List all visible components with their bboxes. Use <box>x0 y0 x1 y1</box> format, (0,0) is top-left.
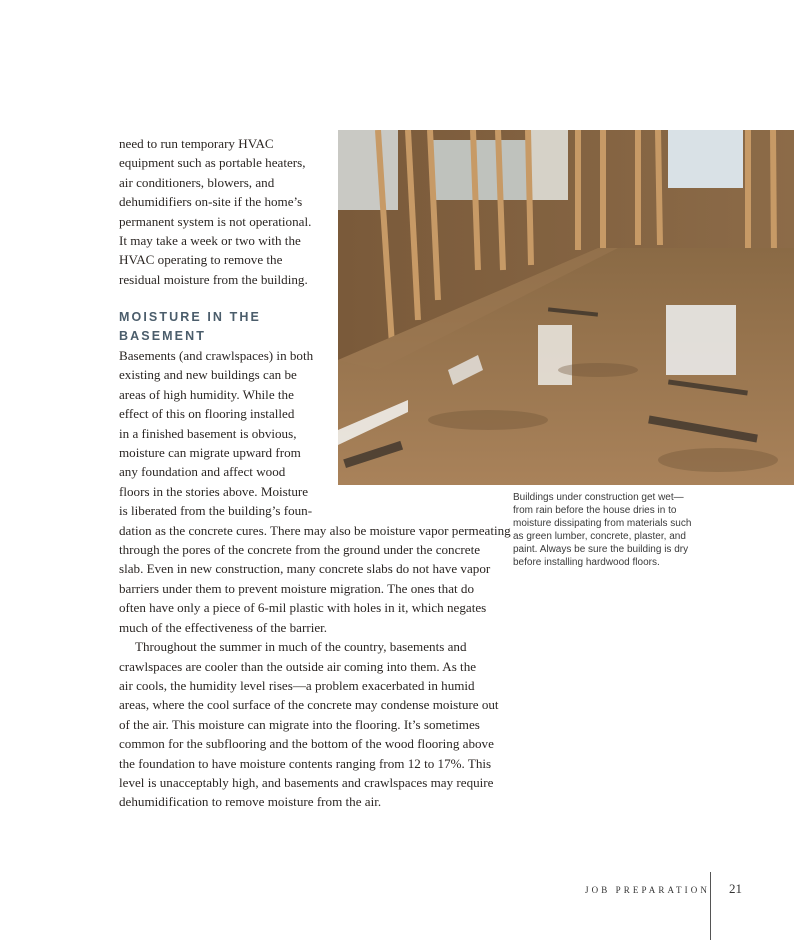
text-line: is liberated from the building’s foun- <box>119 503 313 519</box>
paragraph-2 <box>119 637 499 812</box>
text-line: It may take a week or two with the <box>119 233 301 249</box>
text-line: air cools, the humidity level rises—a problem exacerbated in humid <box>119 677 475 693</box>
text-line: floors in the stories above. Moisture <box>119 483 309 499</box>
caption-line: from rain before the house dries in to <box>513 505 677 517</box>
text-line: Basements (and crawlspaces) in both <box>119 348 314 363</box>
text-line: in a finished basement is obvious, <box>119 425 297 441</box>
text-line: often have only a piece of 6-mil plastic with holes in it, which negates <box>119 600 487 616</box>
section-heading <box>119 308 261 345</box>
text-line: much of the effectiveness of the barrier. <box>119 619 328 635</box>
text-line: of the air. This moisture can migrate into the flooring. It’s sometimes <box>119 716 480 732</box>
text-line: dehumidifiers on-site if the home’s <box>119 194 303 210</box>
text-line: need to run temporary HVAC <box>119 136 274 151</box>
text-line: moisture can migrate upward from <box>119 445 301 461</box>
heading-line: BASEMENT <box>119 328 206 343</box>
page-number: 21 <box>729 881 742 896</box>
text-line: areas, where the cool surface of the concrete may condense moisture out <box>119 697 499 713</box>
text-line: barriers under them to prevent moisture migration. The ones that do <box>119 580 475 596</box>
text-line: level is unacceptably high, and basements and crawlspaces may require <box>119 774 494 790</box>
text-line: residual moisture from the building. <box>119 271 308 287</box>
text-line: common for the subflooring and the bottom of the wood flooring above <box>119 736 494 752</box>
text-line: dation as the concrete cures. There may also be moisture vapor permeating <box>119 522 511 538</box>
text-line: Throughout the summer in much of the country, basements and <box>135 639 467 655</box>
body-text <box>119 346 511 812</box>
text-line: equipment such as portable heaters, <box>119 155 306 171</box>
photo-caption <box>513 491 698 570</box>
heading-line: MOISTURE IN THE <box>119 310 261 324</box>
caption-line: moisture dissipating from materials such <box>513 518 692 530</box>
text-line: crawlspaces are cooler than the outside air coming into them. As the <box>119 658 477 674</box>
text-line: existing and new buildings can be <box>119 367 297 383</box>
intro-paragraph <box>119 134 494 289</box>
caption-line: before installing hardwood floors. <box>513 557 660 569</box>
caption-line: as green lumber, concrete, plaster, and <box>513 531 686 543</box>
text-line: permanent system is not operational. <box>119 213 312 229</box>
paragraph-1 <box>119 346 511 637</box>
text-line: through the pores of the concrete from the ground under the concrete <box>119 542 481 558</box>
text-line: air conditioners, blowers, and <box>119 174 275 190</box>
caption-line: Buildings under construction get wet— <box>513 492 684 503</box>
running-footer: JOB PREPARATION <box>585 885 710 895</box>
text-line: dehumidification to remove moisture from the air. <box>119 794 382 810</box>
text-line: any foundation and affect wood <box>119 464 286 480</box>
text-line: slab. Even in new construction, many concrete slabs do not have vapor <box>119 561 491 577</box>
caption-line: paint. Always be sure the building is dry <box>513 544 689 556</box>
text-line: HVAC operating to remove the <box>119 252 283 268</box>
text-line: the foundation to have moisture contents ranging from 12 to 17%. This <box>119 755 492 771</box>
footer-divider <box>710 872 711 940</box>
text-line: effect of this on flooring installed <box>119 406 295 422</box>
text-line: areas of high humidity. While the <box>119 386 294 402</box>
